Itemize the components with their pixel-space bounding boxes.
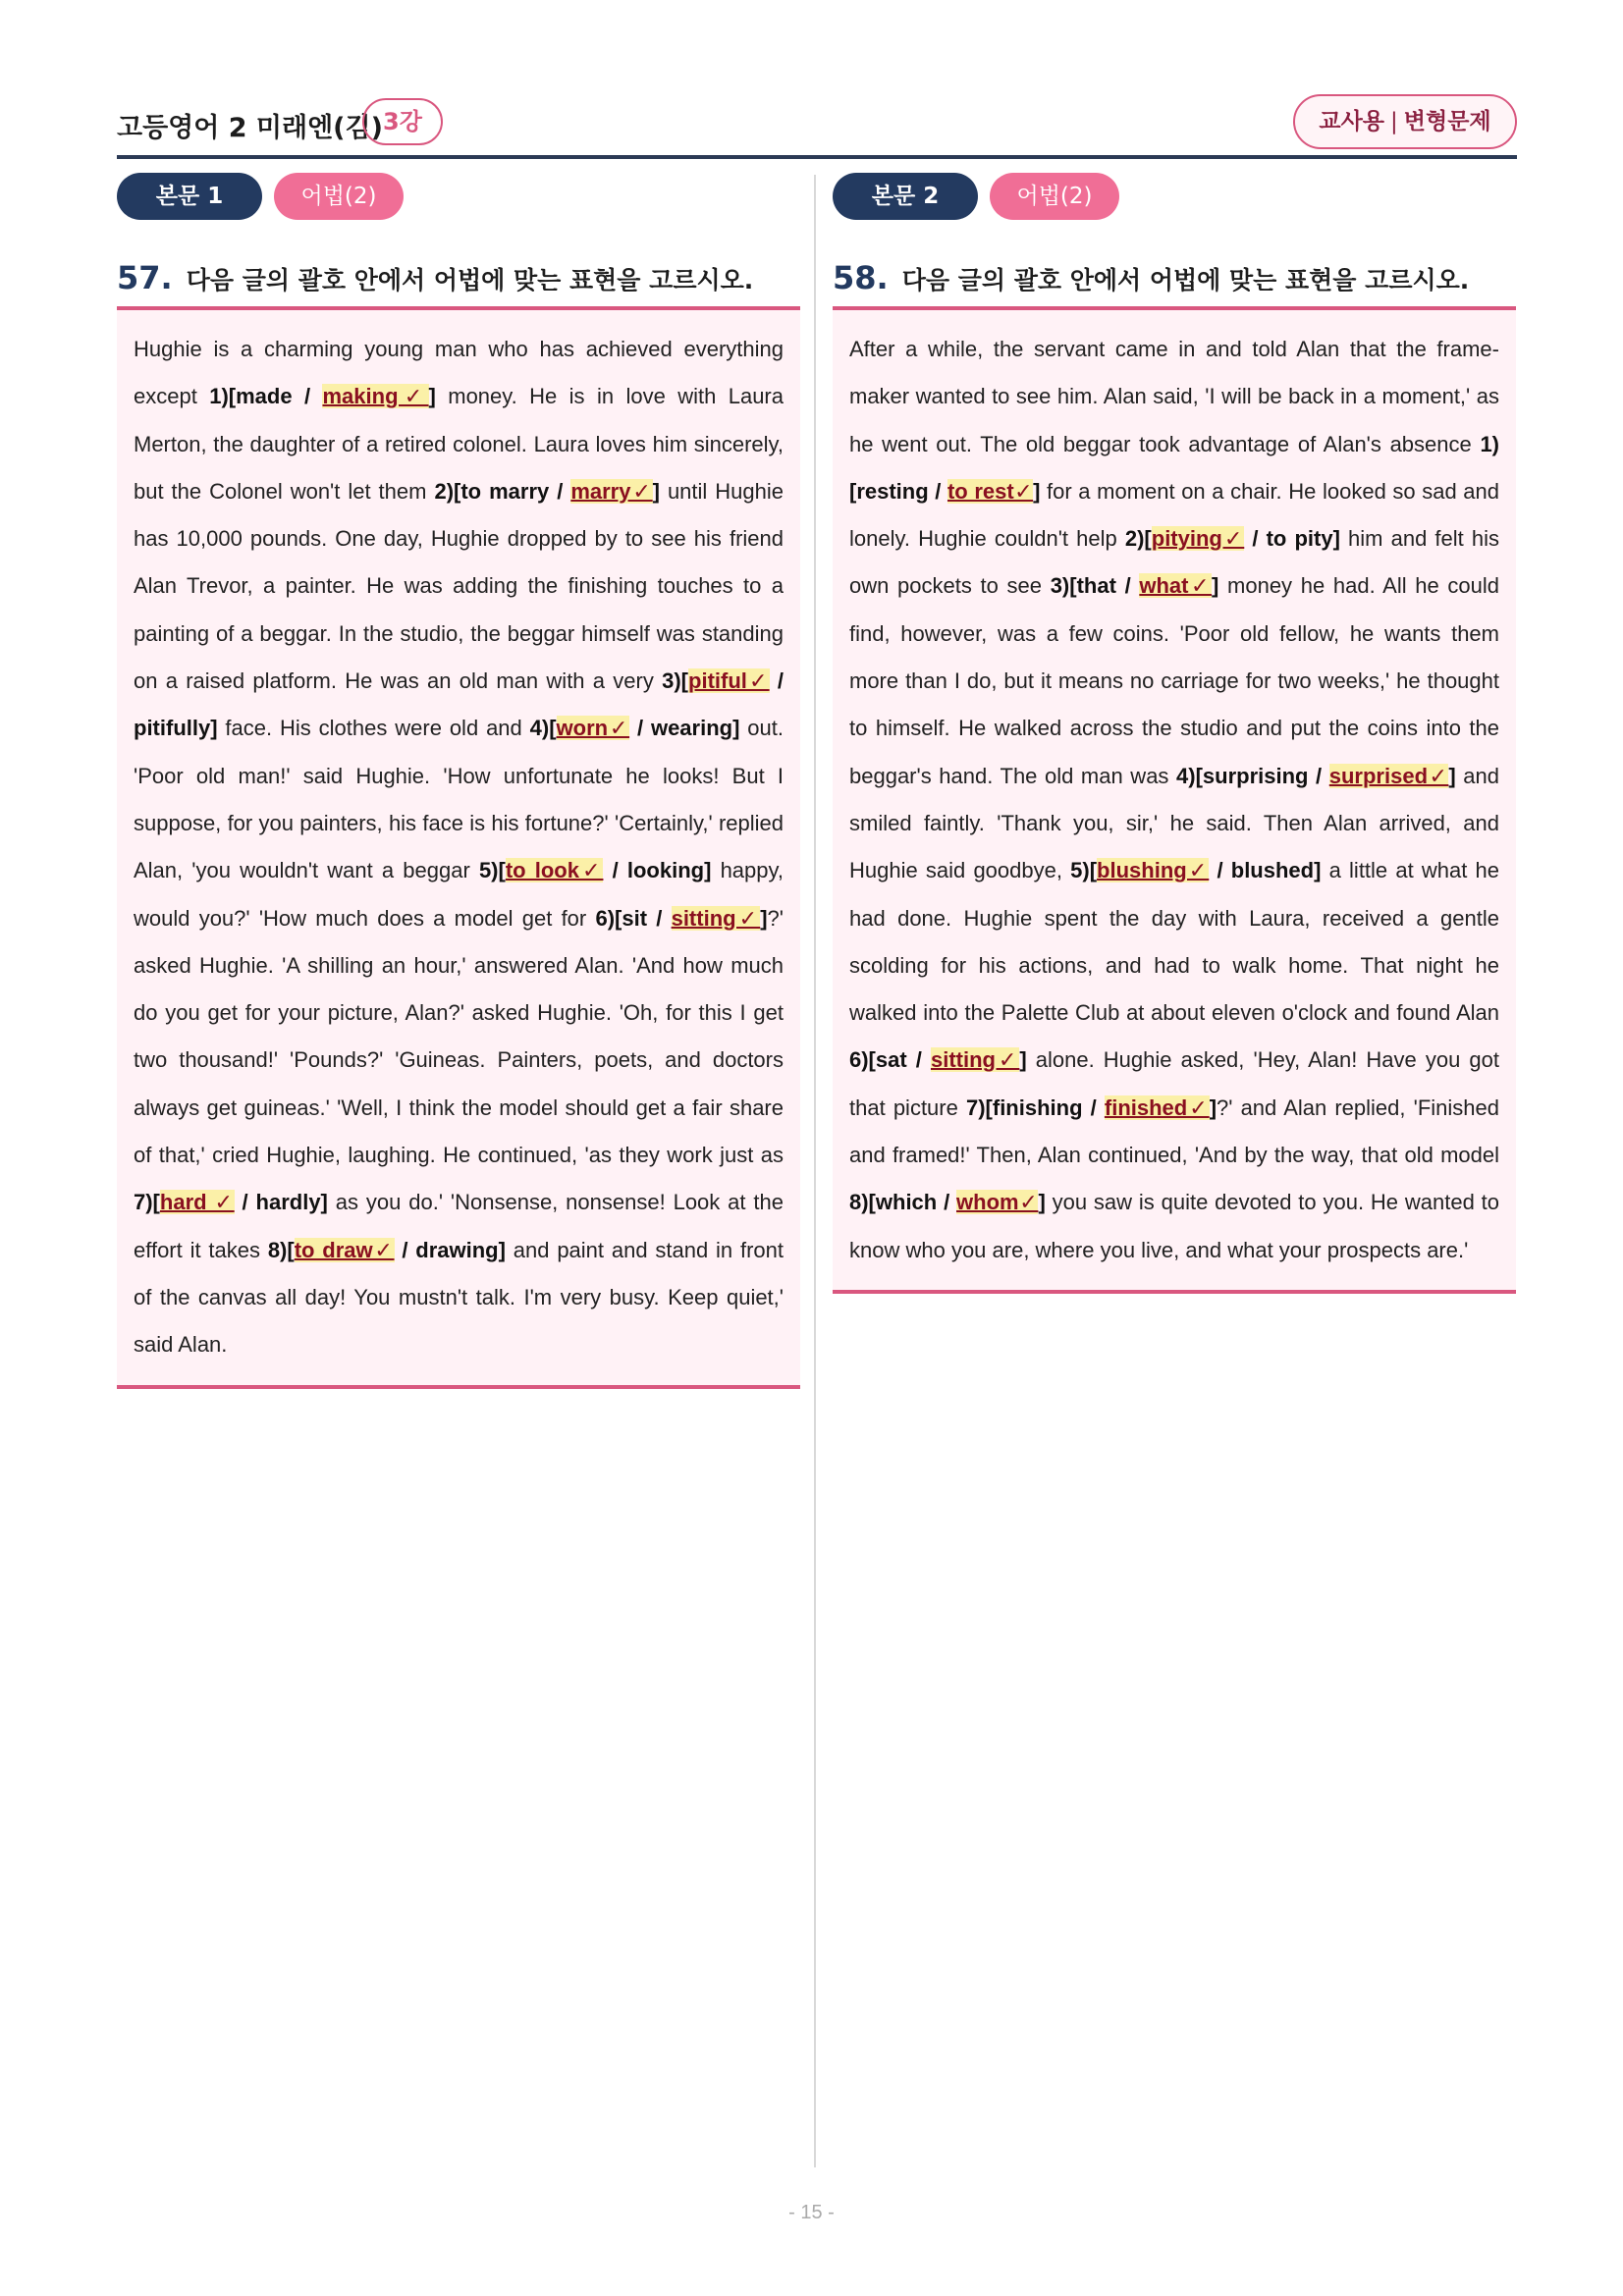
badge-type-label: 변형문제	[1403, 109, 1491, 134]
blank-bracket: 7)[	[134, 1190, 160, 1215]
blank-bracket: ]	[1448, 763, 1456, 788]
answer-choice: finished✓	[1104, 1095, 1210, 1120]
passage-text: and paint and stand in front of the canvas all day! You mustn't talk. I'm very busy. Keep quiet,' said Alan.	[134, 1237, 784, 1358]
blank-bracket: / wearing]	[629, 716, 740, 741]
question-number: 58.	[833, 259, 889, 296]
blank-bracket: ]	[652, 478, 660, 504]
answer-choice: to draw✓	[294, 1237, 395, 1262]
answer-choice: to rest✓	[947, 478, 1034, 504]
page-header	[117, 94, 1517, 159]
passage-text: as you do.' 'Nonsense, nonsense! Look at the effort it takes	[134, 1190, 784, 1262]
blank-bracket: 5)[	[478, 858, 506, 883]
passage-text: until Hughie has 10,000 pounds. One day, Hughie dropped by to see his friend Alan Trevor, a painter. He was adding the finishing touches to a painting of a beggar. In the studio, the beggar himself was standing on a raised platform. He was an old man with a very	[134, 478, 784, 694]
answer-choice: whom✓	[956, 1190, 1039, 1215]
badge-separator: |	[1390, 109, 1398, 134]
passage-text: ?' asked Hughie. 'A shilling an hour,' answered Alan. 'And how much do you get for your picture, Alan?' asked Hughie. 'Oh, for this I get two thousand!' 'Pounds?' 'Guineas. Painters, poets, and doctors always get guineas.' 'Well, I think the model should get a fair share of that,' cried Hughie, laughing. He continued, 'as they work just as	[134, 905, 784, 1168]
book-title: 고등영어 2 미래엔(김)	[117, 113, 383, 143]
blank-bracket: 7)[finishing /	[965, 1095, 1105, 1120]
answer-choice: hard ✓	[159, 1190, 235, 1215]
section-label-pill: 본문 2	[833, 173, 978, 220]
blank-bracket: 6)[sit /	[595, 905, 672, 931]
answer-choice: blushing✓	[1097, 858, 1210, 883]
lesson-badge: 3강	[362, 98, 443, 145]
column-left	[117, 173, 800, 1389]
section-pills	[833, 173, 1516, 224]
passage-text: you saw is quite devoted to you. He wanted to know who you are, where you live, and what your prospects are.'	[849, 1190, 1499, 1262]
passage-text: Hughie is a charming young man who has achieved everything except	[134, 337, 784, 409]
blank-bracket: 1)[resting /	[849, 431, 1499, 504]
passage-text: for a moment on a chair. He looked so sad and lonely. Hughie couldn't help	[849, 478, 1500, 552]
blank-bracket: ]	[1033, 478, 1041, 504]
question-text: 다음 글의 괄호 안에서 어법에 맞는 표현을 고르시오.	[901, 266, 1470, 294]
passage-text: happy, would you?' 'How much does a model get for	[134, 858, 784, 931]
answer-choice: to look✓	[505, 858, 604, 883]
blank-bracket: ]	[1038, 1190, 1046, 1215]
page-number: - 15 -	[788, 2202, 835, 2223]
answer-choice: pitying✓	[1151, 526, 1245, 552]
passage-text: and smiled faintly. 'Thank you, sir,' he said. Then Alan arrived, and Hughie said goodbye,	[849, 763, 1499, 883]
passage-text: After a while, the servant came in and told Alan that the frame-maker wanted to see him. Alan said, 'I will be back in a moment,' as he went out. The old beggar took advantage of Alan's absence	[849, 337, 1499, 456]
blank-bracket: 8)[which /	[849, 1190, 957, 1215]
blank-bracket: ]	[1019, 1047, 1027, 1073]
blank-bracket: 3)[	[662, 668, 689, 694]
passage-box	[833, 310, 1516, 1290]
blank-bracket: 6)[sat /	[849, 1047, 931, 1073]
question-heading	[117, 259, 800, 300]
column-right	[833, 173, 1516, 1294]
blank-bracket: ]	[428, 384, 436, 409]
blank-bracket: 3)[that /	[1050, 573, 1140, 599]
question-text: 다음 글의 괄호 안에서 어법에 맞는 표현을 고르시오.	[186, 266, 754, 294]
passage-text: money he had. All he could find, however, was a few coins. 'Poor old fellow, he wants them more than I do, but it means no carriage for two weeks,' he thought to himself. He walked across the studio and put the coins into the beggar's hand. The old man was	[849, 573, 1500, 788]
answer-choice: pitiful✓	[688, 668, 770, 694]
blank-bracket: 4)[surprising /	[1176, 763, 1329, 788]
answer-choice: worn✓	[556, 716, 630, 741]
blank-bracket: ]	[1209, 1095, 1217, 1120]
blank-bracket: 1)[made /	[209, 384, 323, 409]
passage-text: face. His clothes were old and	[217, 716, 530, 741]
blank-bracket: ]	[1212, 573, 1219, 599]
blank-bracket: / hardly]	[234, 1190, 328, 1215]
blank-bracket: 5)[	[1070, 858, 1098, 883]
section-pills	[117, 173, 800, 224]
question-heading	[833, 259, 1516, 300]
section-label-pill: 본문 1	[117, 173, 262, 220]
blank-bracket: / looking]	[603, 858, 712, 883]
answer-choice: surprised✓	[1328, 763, 1449, 788]
passage-text: money. He is in love with Laura Merton, the daughter of a retired colonel. Laura loves him sincerely, but the Colonel won't let them	[134, 384, 784, 504]
passage-text: out. 'Poor old man!' said Hughie. 'How unfortunate he looks! But I suppose, for you painters, his face is his fortune?' 'Certainly,' replied Alan, 'you wouldn't want a beggar	[134, 716, 784, 883]
answer-choice: sitting✓	[671, 905, 761, 931]
blank-bracket: / blushed]	[1209, 858, 1322, 883]
answer-choice: sitting✓	[930, 1047, 1020, 1073]
blank-bracket: 4)[	[529, 716, 557, 741]
blank-bracket: / drawing]	[394, 1237, 506, 1262]
teacher-edition-badge	[1293, 94, 1517, 149]
blank-bracket: ]	[760, 905, 768, 931]
passage-bottom-rule	[833, 1290, 1516, 1294]
question-number: 57.	[117, 259, 173, 296]
column-divider	[814, 175, 816, 2167]
passage-bottom-rule	[117, 1385, 800, 1389]
question-type-pill: 어법(2)	[274, 173, 404, 220]
badge-teacher-label: 교사용	[1319, 109, 1385, 134]
answer-choice: what✓	[1139, 573, 1213, 599]
passage-text: ?' and Alan replied, 'Finished and framed!' Then, Alan continued, 'And by the way, that old model	[849, 1095, 1499, 1168]
blank-bracket: / pitifully]	[134, 668, 784, 741]
blank-bracket: 2)[to marry /	[434, 478, 571, 504]
blank-bracket: 2)[	[1124, 526, 1152, 552]
passage-text: a little at what he had done. Hughie spent the day with Laura, received a gentle scolding for his actions, and had to walk home. That night he walked into the Palette Club at about eleven o'clock and found Alan	[849, 858, 1500, 1026]
blank-bracket: 8)[	[267, 1237, 295, 1262]
question-type-pill: 어법(2)	[990, 173, 1119, 220]
passage-text: him and felt his own pockets to see	[849, 526, 1499, 599]
passage-box	[117, 310, 800, 1385]
answer-choice: making✓	[322, 384, 429, 409]
answer-choice: marry✓	[570, 478, 653, 504]
header-rule	[117, 155, 1517, 159]
blank-bracket: / to pity]	[1244, 526, 1340, 552]
passage-text: alone. Hughie asked, 'Hey, Alan! Have you got that picture	[849, 1047, 1499, 1120]
